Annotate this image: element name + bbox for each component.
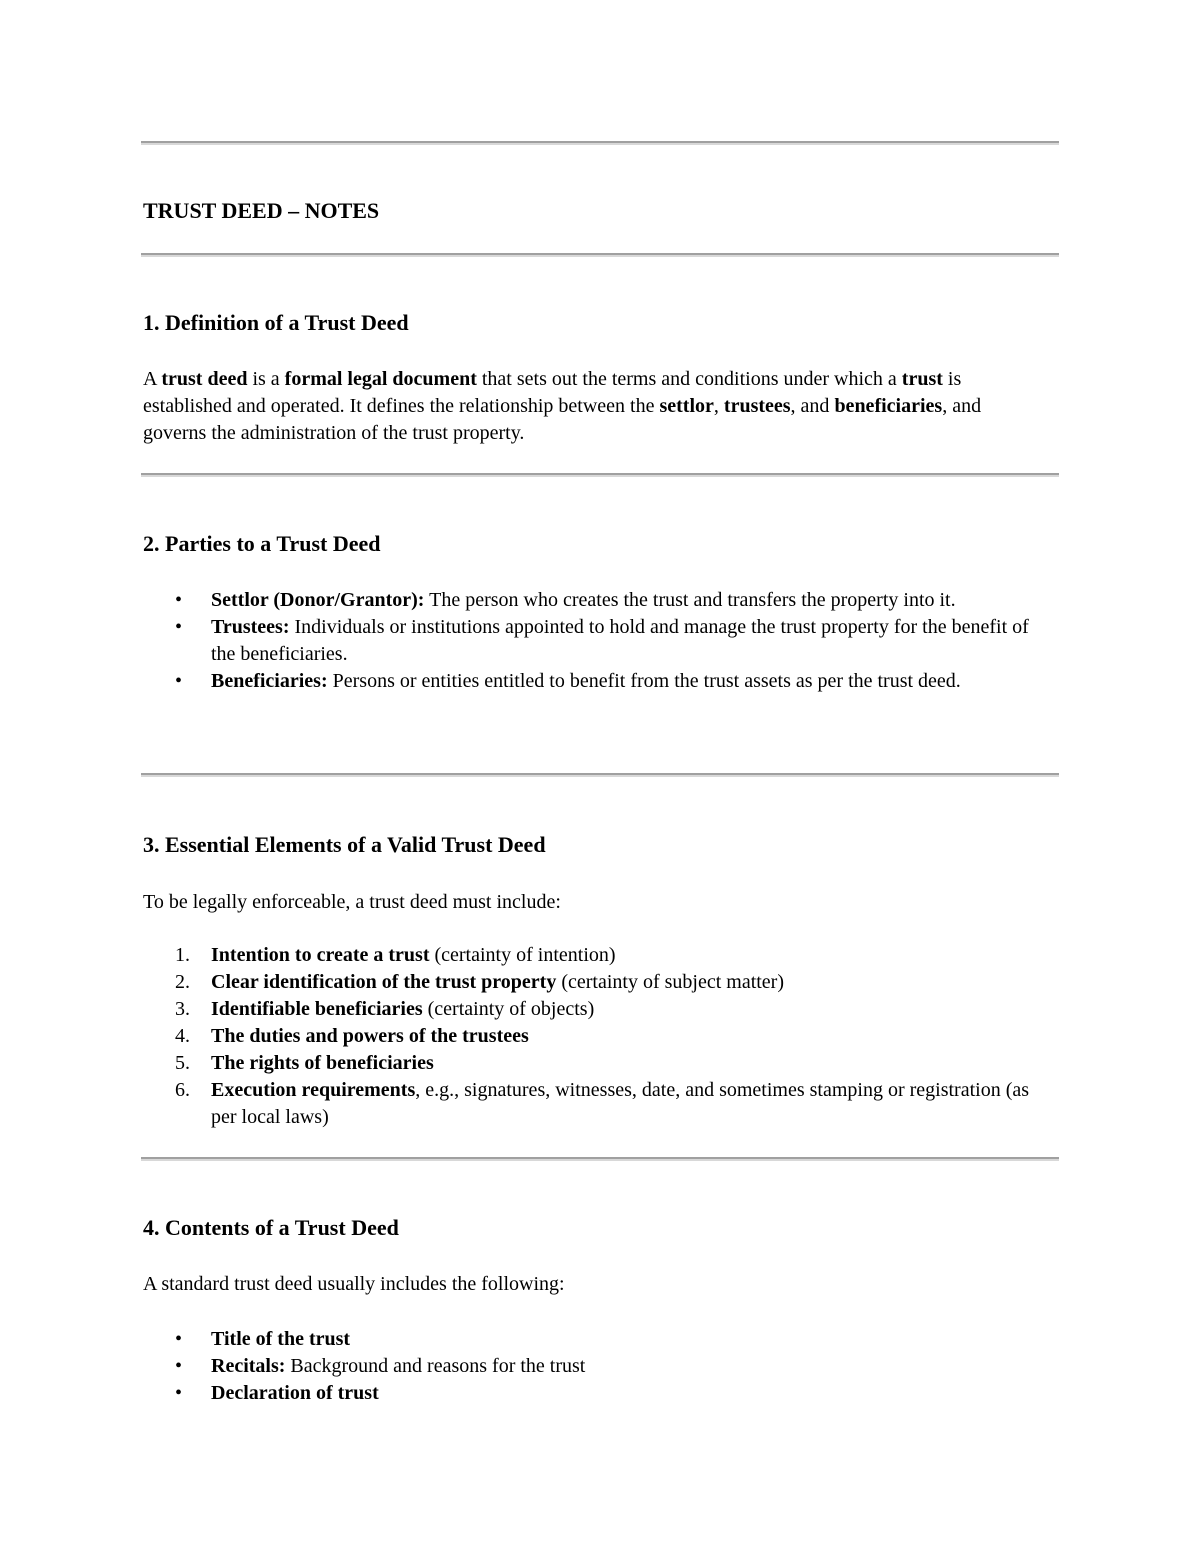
bullet-icon: • bbox=[175, 589, 183, 611]
contents-intro: A standard trust deed usually includes the following: bbox=[143, 1273, 565, 1295]
section-heading-contents: 4. Contents of a Trust Deed bbox=[143, 1215, 399, 1240]
list-number: 5. bbox=[175, 1052, 190, 1074]
bullet-icon: • bbox=[175, 616, 183, 638]
section-heading-definition: 1. Definition of a Trust Deed bbox=[143, 310, 409, 335]
list-number: 6. bbox=[175, 1079, 190, 1101]
list-item: • Settlor (Donor/Grantor): The person who creates the trust and transfers the property into it. bbox=[141, 587, 1051, 614]
list-item: 2. Clear identification of the trust property (certainty of subject matter) bbox=[141, 969, 1051, 996]
horizontal-rule bbox=[141, 141, 1059, 145]
list-item: • Beneficiaries: Persons or entities entitled to benefit from the trust assets as per the trust deed. bbox=[141, 668, 1051, 695]
list-item: 1. Intention to create a trust (certainty of intention) bbox=[141, 942, 1051, 969]
list-item: 3. Identifiable beneficiaries (certainty of objects) bbox=[141, 996, 1051, 1023]
bullet-icon: • bbox=[175, 1382, 183, 1404]
list-item: 5. The rights of beneficiaries bbox=[141, 1050, 1051, 1077]
bullet-icon: • bbox=[175, 1355, 183, 1377]
horizontal-rule bbox=[141, 1157, 1059, 1161]
section-heading-parties: 2. Parties to a Trust Deed bbox=[143, 531, 381, 556]
list-item: • Recitals: Background and reasons for the trust bbox=[141, 1353, 1051, 1380]
parties-list bbox=[141, 587, 1059, 695]
bullet-icon: • bbox=[175, 1328, 183, 1350]
list-item: • Title of the trust bbox=[141, 1326, 1051, 1353]
horizontal-rule bbox=[141, 473, 1059, 477]
list-number: 2. bbox=[175, 971, 190, 993]
essential-elements-list bbox=[141, 942, 1059, 1131]
list-number: 1. bbox=[175, 944, 190, 966]
list-item: 6. Execution requirements, e.g., signatures, witnesses, date, and sometimes stamping or registration (as per local laws) bbox=[175, 1079, 1030, 1128]
list-item: • Declaration of trust bbox=[141, 1380, 1051, 1407]
horizontal-rule bbox=[141, 253, 1059, 257]
essential-elements-intro: To be legally enforceable, a trust deed must include: bbox=[143, 891, 561, 913]
contents-list bbox=[141, 1326, 1059, 1407]
list-item: 4. The duties and powers of the trustees bbox=[141, 1023, 1051, 1050]
bullet-icon: • bbox=[175, 670, 183, 692]
list-number: 3. bbox=[175, 998, 190, 1020]
list-number: 4. bbox=[175, 1025, 190, 1047]
horizontal-rule bbox=[141, 773, 1059, 777]
section-heading-essential-elements: 3. Essential Elements of a Valid Trust Deed bbox=[143, 832, 546, 857]
document-title: TRUST DEED – NOTES bbox=[143, 198, 380, 223]
definition-paragraph: A trust deed is a formal legal document that sets out the terms and conditions under which a trust is established and operated. It defines the relationship between the settlor, trustees, and beneficiaries, and governs the administration of the trust property. bbox=[143, 368, 982, 444]
list-item: • Trustees: Individuals or institutions appointed to hold and manage the trust property for the benefit of the beneficiaries. bbox=[175, 616, 1029, 665]
